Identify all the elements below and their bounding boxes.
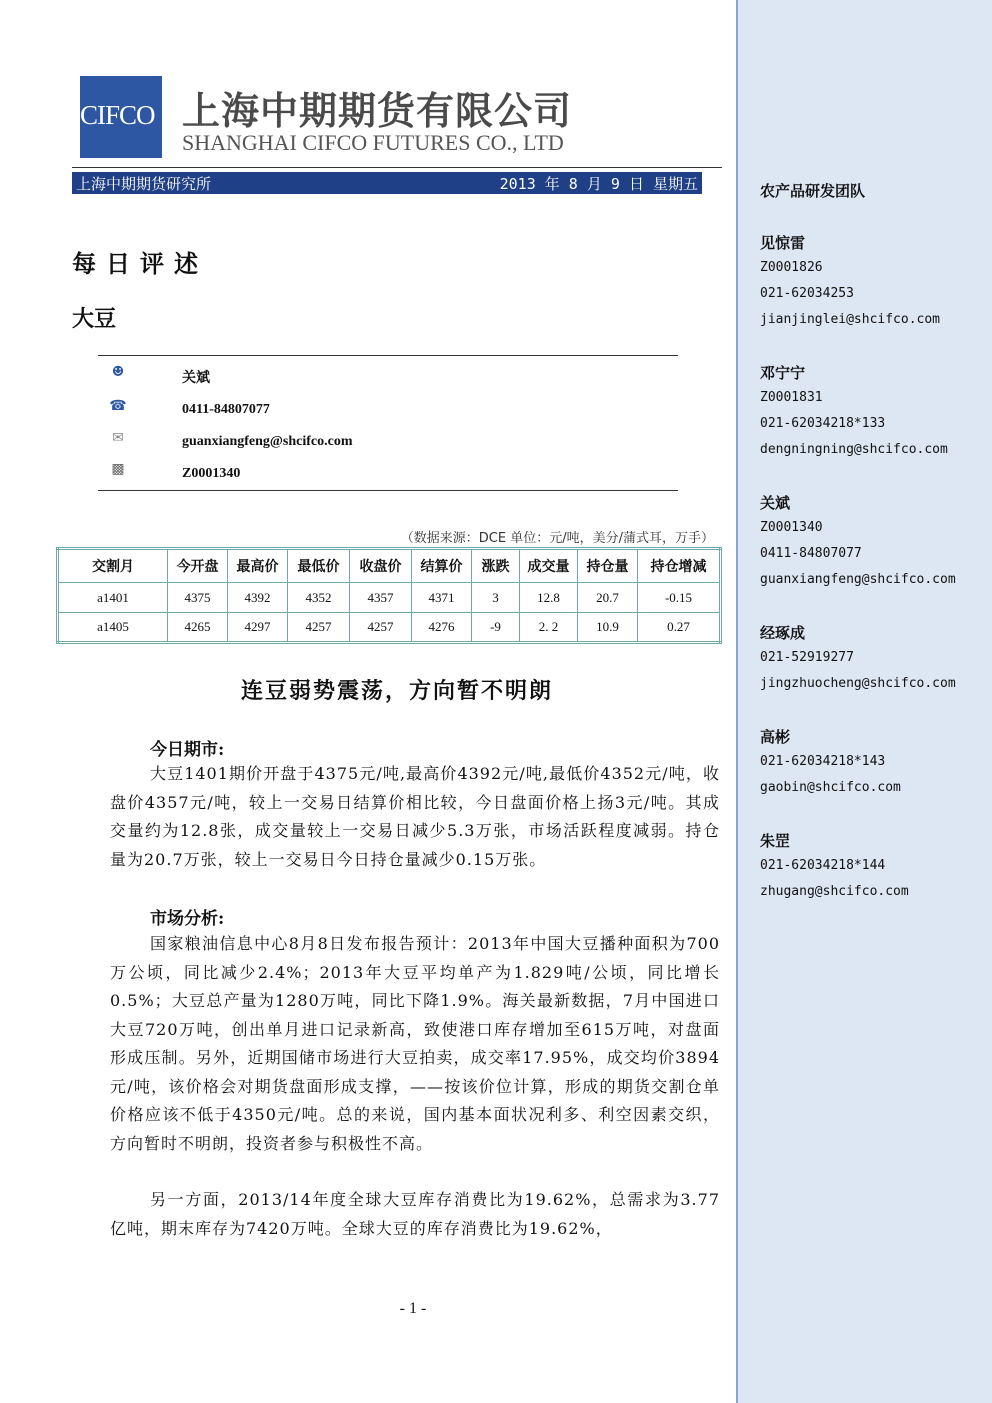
member-line: 021-52919277 [760,650,854,665]
section-title-today: 今日期市: [150,740,225,760]
member-name: 邓宁宁 [760,364,806,382]
table-header-cell: 成交量 [520,549,578,583]
table-cell: 4392 [228,583,288,613]
company-name-en: SHANGHAI CIFCO FUTURES CO., LTD [182,130,564,155]
phone-icon: ☎ [109,398,127,414]
member-email[interactable]: zhugang@shcifco.com [760,884,909,899]
table-cell: 4297 [228,613,288,643]
author-divider-bottom [98,490,678,491]
author-email: guanxiangfeng@shcifco.com [182,434,353,449]
header-rule [72,167,722,168]
table-cell: 4276 [412,613,472,643]
table-header-row [58,549,721,583]
header-bar [72,172,702,194]
table-header-cell: 最低价 [288,549,350,583]
paragraph-analysis-1: 国家粮油信息中心8月8日发布报告预计：2013年中国大豆播种面积为700万公顷，同比减少2.4%；2013年大豆平均单产为1.829吨/公顷，同比增长0.5%；大豆总产量为1280万吨，同比下降1.9%。海关最新数据，7月中国进口大豆720万吨，创出单月进口记录新高，致使港口库存增加至615万吨，对盘面形成压制。另外，近期国储市场进行大豆拍卖，成交率17.95%，成交均价3894元/吨，该价格会对期货盘面形成支撑，——按该价位计算，形成的期货交割仓单价格应该不低于4350元/吨。总的来说，国内基本面状况利多、利空因素交织，方向暂时不明朗，投资者参与积极性不高。 [110,934,720,1153]
product-title: 大豆 [72,306,117,332]
table-cell: 2. 2 [520,613,578,643]
report-date: 2013 年 8 月 9 日 星期五 [499,175,698,193]
member-name: 朱罡 [760,832,791,850]
person-icon: ☻ [111,364,125,380]
table-header-cell: 交割月 [58,549,168,583]
member-email[interactable]: jingzhuocheng@shcifco.com [760,676,956,691]
institute-name: 上海中期期货研究所 [76,175,212,193]
table-header-cell: 收盘价 [350,549,412,583]
sidebar [736,0,992,1403]
table-header-cell: 涨跌 [472,549,520,583]
table-cell: 20.7 [578,583,638,613]
table-header-cell: 最高价 [228,549,288,583]
author-phone: 0411-84807077 [182,402,270,417]
table-header-cell: 持仓量 [578,549,638,583]
table-header-cell: 持仓增减 [638,549,721,583]
team-title: 农产品研发团队 [760,182,866,200]
table-cell: a1401 [58,583,168,613]
member-line: 021-62034218*144 [760,858,886,873]
member-name: 关斌 [760,494,791,512]
table-row [58,583,721,613]
table-cell: 3 [472,583,520,613]
member-line: Z0001340 [760,520,823,535]
table-header-cell: 结算价 [412,549,472,583]
market-table [56,547,722,644]
table-cell: 4352 [288,583,350,613]
member-email[interactable]: jianjinglei@shcifco.com [760,312,941,327]
table-cell: 12.8 [520,583,578,613]
member-line: 021-62034218*133 [760,416,886,431]
page-number: - 1 - [399,1300,427,1317]
member-name: 见惊雷 [760,234,806,252]
member-line: Z0001826 [760,260,823,275]
author-name: 关斌 [182,371,210,386]
table-header-cell: 今开盘 [168,549,228,583]
member-email[interactable]: guanxiangfeng@shcifco.com [760,572,956,587]
member-line: Z0001831 [760,390,823,405]
source-note: （数据来源：DCE 单位：元/吨，美分/蒲式耳，万手） [400,531,714,546]
paragraph-analysis-2: 另一方面，2013/14年度全球大豆库存消费比为19.62%，总需求为3.77亿吨，期末库存为7420万吨。全球大豆的库存消费比为19.62%， [110,1190,720,1238]
member-name: 经琢成 [760,624,806,642]
table-cell: 4265 [168,613,228,643]
member-name: 高彬 [760,728,791,746]
chart-icon: ▩ [111,461,125,477]
company-name-cn: 上海中期期货有限公司 [182,89,573,133]
table-cell: 4257 [288,613,350,643]
member-line: 0411-84807077 [760,546,862,561]
mail-icon: ✉ [112,430,124,446]
section-title-analysis: 市场分析: [150,909,225,929]
table-cell: 4357 [350,583,412,613]
table-cell: -0.15 [638,583,721,613]
table-cell: 4257 [350,613,412,643]
table-row [58,613,721,643]
member-email[interactable]: dengningning@shcifco.com [760,442,948,457]
author-license: Z0001340 [182,466,241,481]
member-line: 021-62034218*143 [760,754,886,769]
table-cell: 10.9 [578,613,638,643]
logo-text: CIFCO [80,100,155,130]
table-cell: a1405 [58,613,168,643]
member-line: 021-62034253 [760,286,854,301]
author-divider-top [98,355,678,356]
article-headline: 连豆弱势震荡，方向暂不明朗 [240,678,553,704]
table-cell: -9 [472,613,520,643]
report-title: 每日评述 [72,249,208,278]
member-email[interactable]: gaobin@shcifco.com [760,780,901,795]
table-cell: 4371 [412,583,472,613]
table-cell: 0.27 [638,613,721,643]
paragraph-today: 大豆1401期价开盘于4375元/吨,最高价4392元/吨,最低价4352元/吨，收盘价4357元/吨，较上一交易日结算价相比较，今日盘面价格上扬3元/吨。其成交量约为12.8张，成交量较上一交易日减少5.3万张，市场活跃程度减弱。持仓量为20.7万张，较上一交易日今日持仓量减少0.15万张。 [110,764,720,869]
table-cell: 4375 [168,583,228,613]
